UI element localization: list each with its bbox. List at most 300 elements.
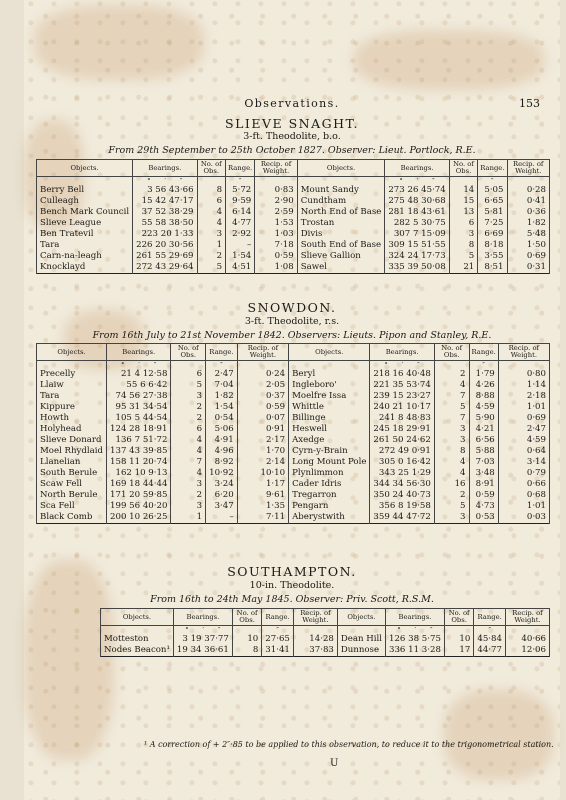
header-col-objects: Objects. xyxy=(337,609,385,626)
header-col-bearings: Bearings. xyxy=(133,160,197,177)
header-col-objects: Objects. xyxy=(37,160,133,177)
bearing: 126 38 5·75 xyxy=(386,634,445,645)
range: 7·04 xyxy=(206,380,238,391)
station-name: Ben Tratevil xyxy=(37,229,133,240)
section-title: SLIEVE SNAGHT. xyxy=(225,116,359,131)
recip-weight: 37·83 xyxy=(293,645,337,657)
station-name: Pengarn xyxy=(289,501,370,512)
obs-count: 4 xyxy=(434,380,469,391)
bearing: 3 56 43·66 xyxy=(133,185,197,196)
station-name: Tara xyxy=(37,240,133,251)
header-col-bearings: Bearings. xyxy=(107,344,171,361)
range: 5·05 xyxy=(478,185,507,196)
table-row xyxy=(37,218,550,229)
bearing: 272 49 0·91 xyxy=(370,446,434,457)
recip-weight: 0·31 xyxy=(507,262,550,274)
table-row xyxy=(37,207,550,218)
signature-mark: U xyxy=(330,758,339,769)
section-period: From 16th July to 21st November 1842. Observers: Lieuts. Pipon and Stanley, R.E. xyxy=(92,330,492,341)
header-col-bearings: Bearings. xyxy=(173,609,232,626)
bearing: 275 48 30·68 xyxy=(385,196,449,207)
obs-count: 6 xyxy=(197,196,226,207)
obs-count: 21 xyxy=(449,262,478,274)
range: 4·59 xyxy=(469,402,498,413)
range: 8·92 xyxy=(206,457,238,468)
range: 8·51 xyxy=(478,262,507,274)
range: 45·84 xyxy=(474,634,506,645)
recip-weight: 2·18 xyxy=(498,391,549,402)
section-instrument: 3-ft. Theodolite, r.s. xyxy=(244,316,340,327)
recip-weight: 0·59 xyxy=(255,251,297,262)
bearing: 218 16 40·48 xyxy=(370,369,434,380)
bearing: 162 10 9·13 xyxy=(107,468,171,479)
obs-count: 10 xyxy=(232,634,261,645)
recip-weight: 1·35 xyxy=(237,501,288,512)
table-row xyxy=(101,645,550,657)
station-name: Long Mount Pole xyxy=(289,457,370,468)
range: 44·77 xyxy=(474,645,506,657)
recip-weight: 1·17 xyxy=(237,479,288,490)
range: 4·26 xyxy=(469,380,498,391)
bearing: 158 11 20·74 xyxy=(107,457,171,468)
bearing: 281 18 43·61 xyxy=(385,207,449,218)
recip-weight: 1·08 xyxy=(255,262,297,274)
obs-count: 16 xyxy=(434,479,469,490)
header-col-objects: Objects. xyxy=(289,344,370,361)
bearing: 74 56 27·38 xyxy=(107,391,171,402)
table-row xyxy=(37,251,550,262)
station-name: Berry Bell xyxy=(37,185,133,196)
bearing: 55 6 6·42 xyxy=(107,380,171,391)
station-name: Axedge xyxy=(289,435,370,446)
recip-weight: 0·83 xyxy=(255,185,297,196)
range: 8·91 xyxy=(469,479,498,490)
recip-weight: 0·03 xyxy=(498,512,549,524)
station-name: South End of Base xyxy=(297,240,385,251)
station-name: Slieve League xyxy=(37,218,133,229)
recip-weight: 0·07 xyxy=(237,413,288,424)
recip-weight: 3·14 xyxy=(498,457,549,468)
obs-count: 3 xyxy=(171,479,206,490)
recip-weight: 9·61 xyxy=(237,490,288,501)
section-title: SOUTHAMPTON. xyxy=(227,564,357,579)
range: 5·88 xyxy=(469,446,498,457)
table-row xyxy=(37,512,550,524)
recip-weight: 1·53 xyxy=(255,218,297,229)
page-number: 153 xyxy=(519,97,540,110)
recip-weight: 1·01 xyxy=(498,402,549,413)
recip-weight: 1·82 xyxy=(507,218,550,229)
unit-sec: ″ xyxy=(276,626,279,634)
range: 10·92 xyxy=(206,468,238,479)
recip-weight: 7·11 xyxy=(237,512,288,524)
range: 6·20 xyxy=(206,490,238,501)
header-col-obs: No. of Obs. xyxy=(197,160,226,177)
obs-count: 2 xyxy=(434,490,469,501)
unit-deg: ° xyxy=(397,626,401,634)
obs-count: 8 xyxy=(434,446,469,457)
bearing: 223 20 1·33 xyxy=(133,229,197,240)
range: 5·81 xyxy=(478,207,507,218)
obs-count: 3 xyxy=(434,424,469,435)
bearing: 226 20 30·56 xyxy=(133,240,197,251)
station-name: Nodes Beacon¹ xyxy=(101,645,174,657)
range: 4·96 xyxy=(206,446,238,457)
section-instrument: 3-ft. Theodolite, b.o. xyxy=(243,131,341,142)
station-name: Kippure xyxy=(37,402,107,413)
range: 1·79 xyxy=(469,369,498,380)
range: 4·91 xyxy=(206,435,238,446)
obs-count: 10 xyxy=(444,634,473,645)
range: 8·18 xyxy=(478,240,507,251)
station-name: Sca Fell xyxy=(37,501,107,512)
range: 1·54 xyxy=(226,251,255,262)
unit-deg: ° xyxy=(121,361,125,369)
bearing: 261 50 24·62 xyxy=(370,435,434,446)
station-name: Cyrn-y-Brain xyxy=(289,446,370,457)
unit-min: ′ xyxy=(202,626,205,634)
station-name: Carn-na-leagh xyxy=(37,251,133,262)
obs-count: 3 xyxy=(171,391,206,402)
header-col-objects: Objects. xyxy=(297,160,385,177)
bearing: 324 24 17·73 xyxy=(385,251,449,262)
recip-weight: 2·05 xyxy=(237,380,288,391)
recip-weight: 2·59 xyxy=(255,207,297,218)
header-col-bearings: Bearings. xyxy=(370,344,434,361)
range: 4·21 xyxy=(469,424,498,435)
bearing: 335 39 50·08 xyxy=(385,262,449,274)
station-name: Black Comb xyxy=(37,512,107,524)
header-col-obs: No. of Obs. xyxy=(232,609,261,626)
range: – xyxy=(206,512,238,524)
range: 7·03 xyxy=(469,457,498,468)
ledger-page xyxy=(24,0,560,800)
station-name: Beryl xyxy=(289,369,370,380)
recip-weight: 0·69 xyxy=(498,413,549,424)
recip-weight: 0·66 xyxy=(498,479,549,490)
recip-weight: 1·14 xyxy=(498,380,549,391)
section-instrument: 10-in. Theodolite. xyxy=(249,580,335,591)
recip-weight: 2·90 xyxy=(255,196,297,207)
range: 6·69 xyxy=(478,229,507,240)
unit-sec: ″ xyxy=(220,361,223,369)
range: 2·92 xyxy=(226,229,255,240)
bearing: 272 43 29·64 xyxy=(133,262,197,274)
station-name: Moelfre Issa xyxy=(289,391,370,402)
bearing: 124 28 18·91 xyxy=(107,424,171,435)
range: 8·88 xyxy=(469,391,498,402)
range: 6·14 xyxy=(226,207,255,218)
recip-weight: 1·03 xyxy=(255,229,297,240)
bearing: 105 5 44·54 xyxy=(107,413,171,424)
station-name: Cader Idris xyxy=(289,479,370,490)
table-row xyxy=(37,479,550,490)
header-col-range: Range. xyxy=(226,160,255,177)
header-col-weight: Recip. of Weight. xyxy=(255,160,297,177)
station-name: Ingleboro' xyxy=(289,380,370,391)
station-name: Culleagh xyxy=(37,196,133,207)
obs-count: 4 xyxy=(171,468,206,479)
header-col-weight: Recip. of Weight. xyxy=(507,160,550,177)
unit-sec: ″ xyxy=(153,361,157,369)
obs-count: 6 xyxy=(171,369,206,380)
range: 5·90 xyxy=(469,413,498,424)
header-col-bearings: Bearings. xyxy=(386,609,445,626)
recip-weight: 0·36 xyxy=(507,207,550,218)
range: 1·54 xyxy=(206,402,238,413)
section-period: From 29th September to 25th October 1827. Observer: Lieut. Portlock, R.E. xyxy=(108,145,476,156)
observations-table xyxy=(100,608,550,657)
obs-count: 3 xyxy=(197,229,226,240)
recip-weight: 0·91 xyxy=(237,424,288,435)
header-col-obs: No. of Obs. xyxy=(449,160,478,177)
bearing: 137 43 39·85 xyxy=(107,446,171,457)
obs-count: 3 xyxy=(434,435,469,446)
obs-count: 7 xyxy=(171,457,206,468)
table-row xyxy=(37,185,550,196)
recip-weight: 0·79 xyxy=(498,468,549,479)
range: 31·41 xyxy=(262,645,294,657)
bearing: 19 34 36·61 xyxy=(173,645,232,657)
bearing: 359 44 47·72 xyxy=(370,512,434,524)
header-col-weight: Recip. of Weight. xyxy=(498,344,549,361)
header-col-weight: Recip. of Weight. xyxy=(293,609,337,626)
observations-table xyxy=(36,343,550,524)
obs-count: 2 xyxy=(197,251,226,262)
station-name: Llaiw xyxy=(37,380,107,391)
bearing: 55 58 38·50 xyxy=(133,218,197,229)
bearing: 136 7 51·72 xyxy=(107,435,171,446)
station-name: Billinge xyxy=(289,413,370,424)
table-row xyxy=(101,634,550,645)
unit-min: ′ xyxy=(164,177,166,185)
station-name: Aberystwith xyxy=(289,512,370,524)
recip-weight: 0·41 xyxy=(507,196,550,207)
station-name: Slieve Donard xyxy=(37,435,107,446)
station-name: Dean Hill xyxy=(337,634,385,645)
obs-count: 4 xyxy=(171,446,206,457)
unit-sec: ″ xyxy=(238,177,242,185)
recip-weight: 2·14 xyxy=(237,457,288,468)
header-col-range: Range. xyxy=(474,609,506,626)
unit-min: ′ xyxy=(416,177,419,185)
table-row xyxy=(37,402,550,413)
bearing: 245 18 29·91 xyxy=(370,424,434,435)
bearing: 343 25 1·29 xyxy=(370,468,434,479)
section-title: SNOWDON. xyxy=(247,300,337,315)
unit-min: ′ xyxy=(401,361,404,369)
obs-count: 4 xyxy=(434,468,469,479)
station-name: Scaw Fell xyxy=(37,479,107,490)
bearing: 199 56 40·20 xyxy=(107,501,171,512)
table-row xyxy=(37,435,550,446)
station-name: South Berule xyxy=(37,468,107,479)
station-name: Bench Mark Council xyxy=(37,207,133,218)
recip-weight: 0·68 xyxy=(498,490,549,501)
station-name: Holyhead xyxy=(37,424,107,435)
obs-count: 5 xyxy=(434,402,469,413)
header-col-weight: Recip. of Weight. xyxy=(505,609,549,626)
table-row xyxy=(37,490,550,501)
obs-count: 8 xyxy=(232,645,261,657)
recip-weight: 0·64 xyxy=(498,446,549,457)
station-name: Howth xyxy=(37,413,107,424)
unit-min: ′ xyxy=(414,626,417,634)
station-name: Divis xyxy=(297,229,385,240)
obs-count: 4 xyxy=(197,218,226,229)
obs-count: 4 xyxy=(197,207,226,218)
unit-sec: ″ xyxy=(179,177,183,185)
obs-count: 2 xyxy=(434,369,469,380)
bearing: 336 11 3·28 xyxy=(386,645,445,657)
bearing: 37 52 38·29 xyxy=(133,207,197,218)
bearing: 171 20 59·85 xyxy=(107,490,171,501)
bearing: 240 21 10·17 xyxy=(370,402,434,413)
table-row xyxy=(37,468,550,479)
unit-sec: ″ xyxy=(491,177,494,185)
header-col-range: Range. xyxy=(262,609,294,626)
table-row xyxy=(37,424,550,435)
bearing: 261 55 29·69 xyxy=(133,251,197,262)
table-row xyxy=(37,501,550,512)
obs-count: 7 xyxy=(434,391,469,402)
recip-weight: 0·28 xyxy=(507,185,550,196)
header-col-obs: No. of Obs. xyxy=(444,609,473,626)
station-name: Mount Sandy xyxy=(297,185,385,196)
table-row xyxy=(37,391,550,402)
range: 6·56 xyxy=(469,435,498,446)
range: 4·51 xyxy=(226,262,255,274)
footnote: ¹ A correction of + 2″·85 to be applied to this observation, to reduce it to the trigonometrical station. xyxy=(144,740,554,749)
page-heading: Observations. xyxy=(244,97,340,110)
header-col-weight: Recip. of Weight. xyxy=(237,344,288,361)
recip-weight: 4·59 xyxy=(498,435,549,446)
range: 3·24 xyxy=(206,479,238,490)
station-name: Moel Rhydlaid xyxy=(37,446,107,457)
recip-weight: 0·80 xyxy=(498,369,549,380)
unit-sec: ″ xyxy=(430,626,433,634)
table-row xyxy=(37,240,550,251)
recip-weight: 1·01 xyxy=(498,501,549,512)
obs-count: 2 xyxy=(171,413,206,424)
bearing: 307 7 15·09 xyxy=(385,229,449,240)
unit-deg: ° xyxy=(185,626,189,634)
bearing: 221 35 53·74 xyxy=(370,380,434,391)
header-col-obs: No. of Obs. xyxy=(171,344,206,361)
unit-sec: ″ xyxy=(488,626,491,634)
station-name: Cundtham xyxy=(297,196,385,207)
bearing: 344 34 56·30 xyxy=(370,479,434,490)
station-name: Tara xyxy=(37,391,107,402)
obs-count: 8 xyxy=(449,240,478,251)
obs-count: 5 xyxy=(449,251,478,262)
recip-weight: 1·50 xyxy=(507,240,550,251)
station-name: Slieve Gallion xyxy=(297,251,385,262)
recip-weight: 0·59 xyxy=(237,402,288,413)
header-col-bearings: Bearings. xyxy=(385,160,449,177)
station-name: Heswell xyxy=(289,424,370,435)
range: 9·59 xyxy=(226,196,255,207)
range: 3·55 xyxy=(478,251,507,262)
bearing: 21 4 12·58 xyxy=(107,369,171,380)
unit-deg: ° xyxy=(399,177,403,185)
obs-count: 14 xyxy=(449,185,478,196)
table-row xyxy=(37,369,550,380)
bearing: 200 10 26·25 xyxy=(107,512,171,524)
obs-count: 2 xyxy=(171,490,206,501)
range: 2·47 xyxy=(206,369,238,380)
range: 5·06 xyxy=(206,424,238,435)
station-name: Trostan xyxy=(297,218,385,229)
obs-count: 13 xyxy=(449,207,478,218)
obs-count: 6 xyxy=(449,218,478,229)
station-name: Llanelian xyxy=(37,457,107,468)
obs-count: 3 xyxy=(449,229,478,240)
range: 3·47 xyxy=(206,501,238,512)
unit-deg: ° xyxy=(384,361,388,369)
station-name: Motteston xyxy=(101,634,174,645)
header-col-range: Range. xyxy=(206,344,238,361)
bearing: 15 42 47·17 xyxy=(133,196,197,207)
range: 3·48 xyxy=(469,468,498,479)
station-name: North End of Base xyxy=(297,207,385,218)
table-row xyxy=(37,446,550,457)
table-row xyxy=(37,413,550,424)
obs-count: 2 xyxy=(171,402,206,413)
table-row xyxy=(37,380,550,391)
unit-sec: ″ xyxy=(432,177,435,185)
unit-sec: ″ xyxy=(218,626,221,634)
observations-table xyxy=(36,159,550,274)
recip-weight: 2·17 xyxy=(237,435,288,446)
table-row xyxy=(37,229,550,240)
recip-weight: 10·10 xyxy=(237,468,288,479)
range: 5·72 xyxy=(226,185,255,196)
obs-count: 5 xyxy=(197,262,226,274)
obs-count: 17 xyxy=(444,645,473,657)
obs-count: 1 xyxy=(197,240,226,251)
header-col-obs: No. of Obs. xyxy=(434,344,469,361)
header-col-objects: Objects. xyxy=(37,344,107,361)
table-row xyxy=(37,262,550,274)
station-name: Knocklayd xyxy=(37,262,133,274)
range: 0·59 xyxy=(469,490,498,501)
header-col-range: Range. xyxy=(469,344,498,361)
recip-weight: 12·06 xyxy=(505,645,549,657)
bearing: 309 15 51·55 xyxy=(385,240,449,251)
bearing: 282 5 30·75 xyxy=(385,218,449,229)
obs-count: 3 xyxy=(434,512,469,524)
recip-weight: 14·28 xyxy=(293,634,337,645)
range: 4·73 xyxy=(469,501,498,512)
range: – xyxy=(226,240,255,251)
bearing: 95 31 34·54 xyxy=(107,402,171,413)
bearing: 241 8 48·83 xyxy=(370,413,434,424)
bearing: 356 8 19·58 xyxy=(370,501,434,512)
obs-count: 6 xyxy=(171,424,206,435)
range: 1·82 xyxy=(206,391,238,402)
range: 0·53 xyxy=(469,512,498,524)
recip-weight: 40·66 xyxy=(505,634,549,645)
unit-min: ′ xyxy=(138,361,140,369)
obs-count: 1 xyxy=(171,512,206,524)
recip-weight: 1·70 xyxy=(237,446,288,457)
recip-weight: 2·47 xyxy=(498,424,549,435)
recip-weight: 0·37 xyxy=(237,391,288,402)
recip-weight: 0·69 xyxy=(507,251,550,262)
unit-sec: ″ xyxy=(482,361,485,369)
recip-weight: 5·48 xyxy=(507,229,550,240)
